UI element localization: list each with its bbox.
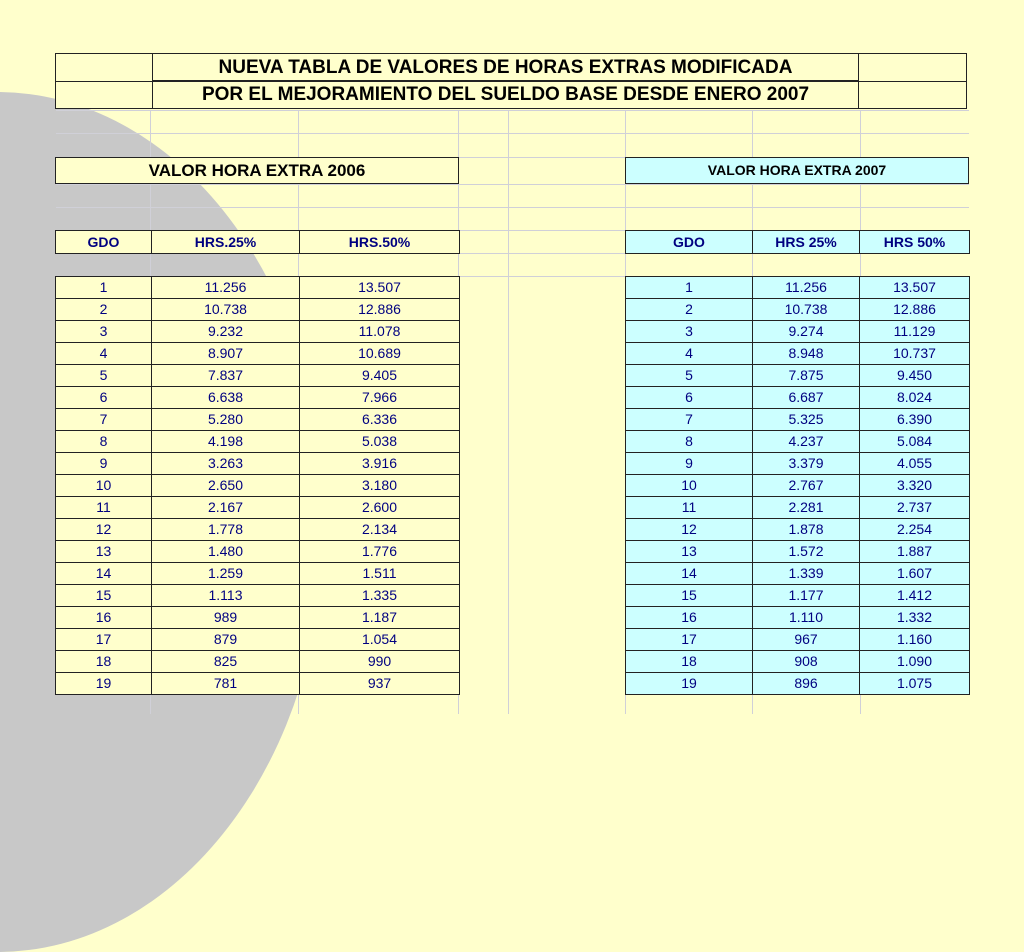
cell-gdo: 8: [626, 431, 753, 453]
column-header-gdo: GDO: [626, 231, 753, 254]
cell-hrs-25: 908: [753, 651, 860, 673]
cell-gdo: 4: [56, 343, 152, 365]
table-row: [626, 299, 970, 321]
column-header-hrs-25: HRS.25%: [152, 231, 300, 254]
cell-hrs-50: 2.600: [300, 497, 460, 519]
grid-line: [56, 207, 969, 208]
table-row: [56, 365, 460, 387]
table-row: [626, 497, 970, 519]
cell-hrs-25: 1.339: [753, 563, 860, 585]
table-row: [56, 343, 460, 365]
cell-hrs-50: 1.511: [300, 563, 460, 585]
cell-gdo: 1: [626, 277, 753, 299]
cell-hrs-25: 5.280: [152, 409, 300, 431]
grid-line: [56, 133, 969, 134]
cell-hrs-50: 8.024: [860, 387, 970, 409]
table-row: [56, 497, 460, 519]
cell-hrs-50: 1.887: [860, 541, 970, 563]
cell-hrs-25: 2.767: [753, 475, 860, 497]
table-2007-column-headers: [625, 230, 970, 254]
cell-gdo: 6: [56, 387, 152, 409]
table-row: [56, 277, 460, 299]
cell-hrs-50: 1.054: [300, 629, 460, 651]
cell-hrs-50: 6.336: [300, 409, 460, 431]
cell-gdo: 1: [56, 277, 152, 299]
cell-hrs-50: 6.390: [860, 409, 970, 431]
cell-hrs-25: 825: [152, 651, 300, 673]
table-row: [56, 431, 460, 453]
cell-hrs-25: 1.177: [753, 585, 860, 607]
table-2006-column-headers: [55, 230, 460, 254]
cell-hrs-25: 4.237: [753, 431, 860, 453]
cell-hrs-50: 11.078: [300, 321, 460, 343]
table-row: [56, 607, 460, 629]
cell-hrs-50: 13.507: [300, 277, 460, 299]
table-row: [56, 585, 460, 607]
table-row: [56, 563, 460, 585]
table-row: [626, 387, 970, 409]
cell-gdo: 16: [626, 607, 753, 629]
cell-gdo: 19: [626, 673, 753, 695]
cell-gdo: 18: [56, 651, 152, 673]
cell-gdo: 3: [56, 321, 152, 343]
cell-hrs-25: 6.638: [152, 387, 300, 409]
cell-hrs-25: 879: [152, 629, 300, 651]
table-row: [56, 409, 460, 431]
cell-hrs-50: 12.886: [300, 299, 460, 321]
cell-hrs-25: 7.837: [152, 365, 300, 387]
table-row: [56, 629, 460, 651]
cell-gdo: 2: [56, 299, 152, 321]
table-row: [56, 387, 460, 409]
table-row: [626, 563, 970, 585]
cell-hrs-25: 1.259: [152, 563, 300, 585]
cell-hrs-50: 10.737: [860, 343, 970, 365]
cell-hrs-25: 1.778: [152, 519, 300, 541]
cell-hrs-50: 9.405: [300, 365, 460, 387]
table-row: [626, 541, 970, 563]
cell-gdo: 15: [626, 585, 753, 607]
cell-gdo: 12: [626, 519, 753, 541]
cell-gdo: 4: [626, 343, 753, 365]
table-row: [626, 607, 970, 629]
cell-hrs-50: 3.320: [860, 475, 970, 497]
cell-gdo: 5: [626, 365, 753, 387]
table-2007-header: VALOR HORA EXTRA 2007: [625, 157, 969, 184]
grid-line: [56, 110, 969, 111]
cell-hrs-25: 5.325: [753, 409, 860, 431]
cell-hrs-25: 1.878: [753, 519, 860, 541]
cell-hrs-25: 2.281: [753, 497, 860, 519]
cell-gdo: 15: [56, 585, 152, 607]
table-row: [626, 321, 970, 343]
table-row: [56, 453, 460, 475]
cell-hrs-50: 5.038: [300, 431, 460, 453]
table-row: [626, 475, 970, 497]
cell-gdo: 17: [56, 629, 152, 651]
column-header-hrs-50: HRS.50%: [300, 231, 460, 254]
table-row: [626, 673, 970, 695]
table-2006-body: [55, 276, 460, 695]
cell-gdo: 19: [56, 673, 152, 695]
title-line-1: NUEVA TABLA DE VALORES DE HORAS EXTRAS MODIFICADA: [152, 54, 859, 81]
cell-gdo: 11: [56, 497, 152, 519]
table-row: [56, 651, 460, 673]
cell-hrs-25: 2.167: [152, 497, 300, 519]
cell-hrs-25: 10.738: [753, 299, 860, 321]
cell-hrs-50: 1.776: [300, 541, 460, 563]
column-header-hrs-50: HRS 50%: [860, 231, 970, 254]
table-row: [56, 321, 460, 343]
cell-hrs-50: 1.075: [860, 673, 970, 695]
cell-hrs-50: 990: [300, 651, 460, 673]
cell-hrs-50: 11.129: [860, 321, 970, 343]
table-row: [626, 453, 970, 475]
cell-hrs-25: 9.232: [152, 321, 300, 343]
cell-gdo: 13: [56, 541, 152, 563]
cell-hrs-50: 5.084: [860, 431, 970, 453]
cell-gdo: 9: [626, 453, 753, 475]
cell-hrs-50: 7.966: [300, 387, 460, 409]
table-row: [626, 519, 970, 541]
cell-hrs-25: 989: [152, 607, 300, 629]
table-row: [56, 299, 460, 321]
cell-hrs-50: 2.134: [300, 519, 460, 541]
cell-gdo: 12: [56, 519, 152, 541]
cell-hrs-25: 8.907: [152, 343, 300, 365]
cell-hrs-25: 3.263: [152, 453, 300, 475]
cell-hrs-25: 1.110: [753, 607, 860, 629]
cell-hrs-25: 6.687: [753, 387, 860, 409]
cell-gdo: 7: [626, 409, 753, 431]
column-header-hrs-25: HRS 25%: [753, 231, 860, 254]
cell-gdo: 11: [626, 497, 753, 519]
cell-hrs-25: 2.650: [152, 475, 300, 497]
cell-gdo: 2: [626, 299, 753, 321]
cell-hrs-25: 11.256: [753, 277, 860, 299]
table-2007-body: [625, 276, 970, 695]
table-row: [56, 673, 460, 695]
cell-hrs-50: 937: [300, 673, 460, 695]
cell-hrs-25: 11.256: [152, 277, 300, 299]
table-row: [626, 629, 970, 651]
cell-hrs-50: 1.160: [860, 629, 970, 651]
cell-gdo: 3: [626, 321, 753, 343]
cell-gdo: 14: [56, 563, 152, 585]
table-2006-header: VALOR HORA EXTRA 2006: [55, 157, 459, 184]
cell-gdo: 9: [56, 453, 152, 475]
cell-hrs-50: 9.450: [860, 365, 970, 387]
cell-hrs-50: 4.055: [860, 453, 970, 475]
cell-hrs-50: 2.737: [860, 497, 970, 519]
cell-hrs-50: 1.607: [860, 563, 970, 585]
cell-gdo: 16: [56, 607, 152, 629]
cell-gdo: 8: [56, 431, 152, 453]
title-line-2: POR EL MEJORAMIENTO DEL SUELDO BASE DESDE ENERO 2007: [152, 81, 859, 108]
table-row: [626, 651, 970, 673]
table-row: [626, 431, 970, 453]
cell-hrs-50: 2.254: [860, 519, 970, 541]
cell-hrs-50: 10.689: [300, 343, 460, 365]
cell-hrs-50: 1.335: [300, 585, 460, 607]
table-row: [56, 475, 460, 497]
grid-line: [508, 110, 509, 714]
cell-hrs-25: 1.480: [152, 541, 300, 563]
table-row: [626, 585, 970, 607]
cell-hrs-25: 9.274: [753, 321, 860, 343]
table-row: [56, 519, 460, 541]
cell-hrs-50: 3.180: [300, 475, 460, 497]
cell-hrs-25: 781: [152, 673, 300, 695]
cell-hrs-25: 1.572: [753, 541, 860, 563]
cell-hrs-25: 8.948: [753, 343, 860, 365]
cell-hrs-25: 4.198: [152, 431, 300, 453]
cell-gdo: 18: [626, 651, 753, 673]
cell-gdo: 13: [626, 541, 753, 563]
table-row: [626, 365, 970, 387]
cell-hrs-50: 12.886: [860, 299, 970, 321]
cell-hrs-50: 13.507: [860, 277, 970, 299]
cell-gdo: 7: [56, 409, 152, 431]
table-row: [626, 409, 970, 431]
cell-gdo: 14: [626, 563, 753, 585]
cell-gdo: 10: [56, 475, 152, 497]
cell-gdo: 5: [56, 365, 152, 387]
cell-hrs-25: 3.379: [753, 453, 860, 475]
cell-hrs-50: 3.916: [300, 453, 460, 475]
cell-hrs-50: 1.090: [860, 651, 970, 673]
cell-hrs-50: 1.187: [300, 607, 460, 629]
cell-gdo: 6: [626, 387, 753, 409]
grid-line: [56, 184, 969, 185]
cell-gdo: 17: [626, 629, 753, 651]
cell-hrs-25: 10.738: [152, 299, 300, 321]
cell-gdo: 10: [626, 475, 753, 497]
cell-hrs-50: 1.412: [860, 585, 970, 607]
table-row: [626, 277, 970, 299]
cell-hrs-25: 896: [753, 673, 860, 695]
cell-hrs-25: 967: [753, 629, 860, 651]
cell-hrs-50: 1.332: [860, 607, 970, 629]
cell-hrs-25: 7.875: [753, 365, 860, 387]
title-block: [55, 53, 967, 109]
column-header-gdo: GDO: [56, 231, 152, 254]
table-row: [56, 541, 460, 563]
cell-hrs-25: 1.113: [152, 585, 300, 607]
table-row: [626, 343, 970, 365]
